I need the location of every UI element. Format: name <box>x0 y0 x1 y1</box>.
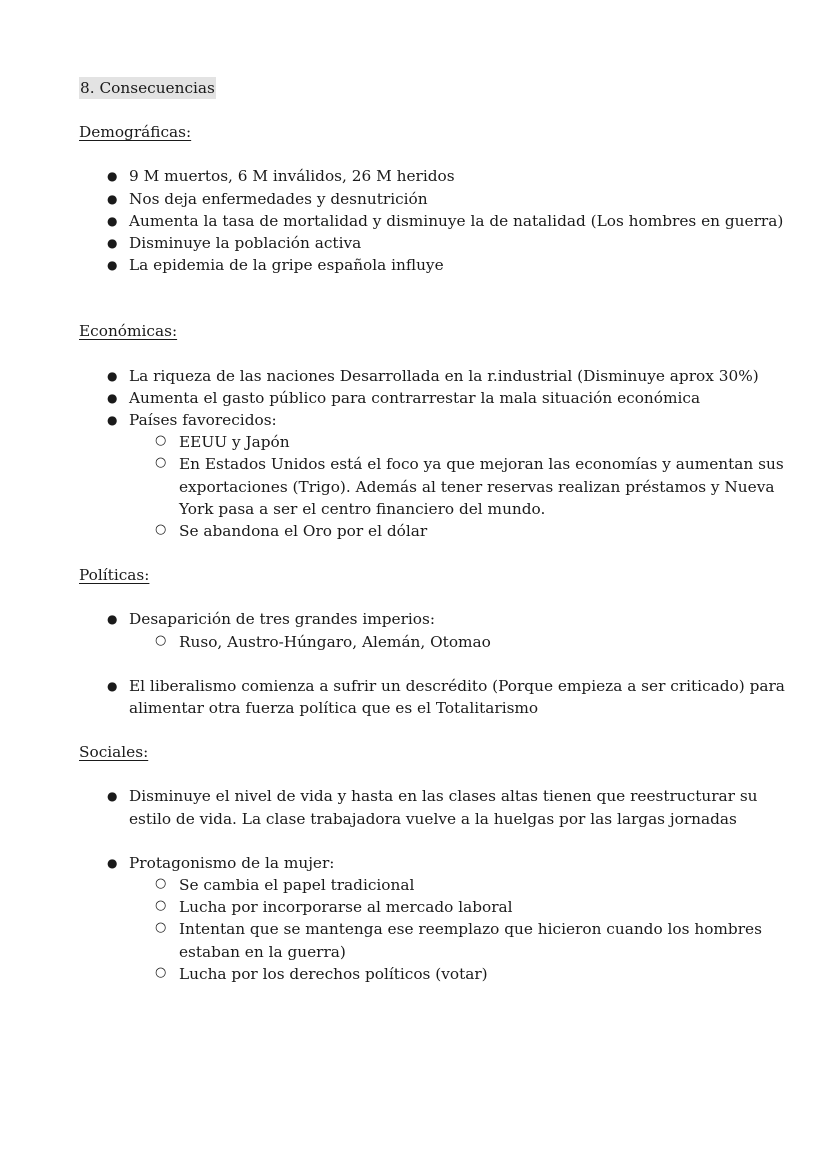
sub-list-item-text: Se cambia el papel tradicional <box>179 876 415 895</box>
bullet-icon: ● <box>107 368 118 383</box>
list-politicas-2 <box>79 675 788 719</box>
list-item-text: Desaparición de tres grandes imperios: <box>129 610 436 629</box>
list-item <box>107 188 788 210</box>
bullet-icon: ● <box>107 612 118 627</box>
list-economicas <box>79 365 788 543</box>
list-item <box>107 409 788 542</box>
list-item-text: 9 M muertos, 6 M inválidos, 26 M heridos <box>129 167 455 186</box>
list-item-text: Nos deja enfermedades y desnutrición <box>129 189 428 208</box>
list-item <box>107 254 788 276</box>
sub-list-item <box>155 431 788 453</box>
hollow-bullet-icon: ○ <box>155 898 167 914</box>
list-sociales-2 <box>79 852 788 985</box>
hollow-bullet-icon: ○ <box>155 920 167 936</box>
list-item <box>107 608 788 652</box>
spacer <box>79 830 788 852</box>
list-politicas <box>79 608 788 652</box>
list-sociales <box>79 785 788 829</box>
hollow-bullet-icon: ○ <box>155 455 167 471</box>
sub-list-item-text: Intentan que se mantenga ese reemplazo que hicieron cuando los hombres estaban en la guerra) <box>179 920 762 961</box>
sub-list-item <box>155 918 788 962</box>
list-item-text: Protagonismo de la mujer: <box>129 853 335 872</box>
bullet-icon: ● <box>107 236 118 251</box>
bullet-icon: ● <box>107 789 118 804</box>
section-title-politicas: Políticas: <box>79 566 150 585</box>
bullet-icon: ● <box>107 258 118 273</box>
list-item-text: La riqueza de las naciones Desarrollada en la r.industrial (Disminuye aprox 30%) <box>129 366 759 385</box>
list-item-text: El liberalismo comienza a sufrir un descrédito (Porque empieza a ser criticado) para alimentar otra fuerza política que es el Totalitarismo <box>129 676 785 718</box>
bullet-icon: ● <box>107 413 118 428</box>
sub-list-item-text: Lucha por los derechos políticos (votar) <box>179 964 488 983</box>
list-item <box>107 785 788 829</box>
sub-list-item-text: Se abandona el Oro por el dólar <box>179 522 428 541</box>
sub-list-item-text: Lucha por incorporarse al mercado laboral <box>179 898 513 917</box>
bullet-icon: ● <box>107 390 118 405</box>
list-item-text: La epidemia de la gripe española influye <box>129 256 444 275</box>
list-item-text: Disminuye el nivel de vida y hasta en las clases altas tienen que reestructurar su estilo de vida. La clase trabajadora vuelve a la huelgas por las largas jornadas <box>129 787 758 828</box>
sub-list-item-text: EEUU y Japón <box>179 433 290 452</box>
page-heading: 8. Consecuencias <box>79 77 216 99</box>
list-item <box>107 365 788 387</box>
list-item <box>107 165 788 187</box>
sub-list-item <box>155 963 788 985</box>
hollow-bullet-icon: ○ <box>155 964 167 980</box>
bullet-icon: ● <box>107 191 118 206</box>
list-item-text: Aumenta el gasto público para contrarrestar la mala situación económica <box>129 388 701 407</box>
bullet-icon: ● <box>107 855 118 870</box>
sub-list-item <box>155 520 788 542</box>
sub-list-item <box>155 631 788 653</box>
bullet-icon: ● <box>107 213 118 228</box>
spacer <box>79 653 788 675</box>
list-item <box>107 387 788 409</box>
sublist-mujer <box>129 874 788 985</box>
sublist-paises-favorecidos <box>129 431 788 542</box>
sub-list-item <box>155 453 788 520</box>
hollow-bullet-icon: ○ <box>155 632 167 648</box>
sublist-imperios <box>129 631 788 653</box>
list-demograficas <box>79 165 788 276</box>
bullet-icon: ● <box>107 678 118 693</box>
list-item-text: Aumenta la tasa de mortalidad y disminuye la de natalidad (Los hombres en guerra) <box>129 211 784 230</box>
sub-list-item-text: En Estados Unidos está el foco ya que mejoran las economías y aumentan sus exportaciones (Trigo). Además al tener reservas realizan préstamos y Nueva York pasa a ser el centro financiero del mundo. <box>179 455 784 518</box>
hollow-bullet-icon: ○ <box>155 433 167 449</box>
list-item <box>107 232 788 254</box>
list-item <box>107 675 788 719</box>
sub-list-item-text: Ruso, Austro-Húngaro, Alemán, Otomao <box>179 632 491 651</box>
section-title-demograficas: Demográficas: <box>79 123 192 142</box>
section-title-economicas: Económicas: <box>79 322 178 341</box>
sub-list-item <box>155 896 788 918</box>
spacer <box>79 542 788 564</box>
sub-list-item <box>155 874 788 896</box>
list-item-text: Países favorecidos: <box>129 411 277 430</box>
hollow-bullet-icon: ○ <box>155 876 167 892</box>
bullet-icon: ● <box>107 169 118 184</box>
spacer <box>79 276 788 320</box>
list-item <box>107 852 788 985</box>
list-item <box>107 210 788 232</box>
hollow-bullet-icon: ○ <box>155 522 167 538</box>
spacer <box>79 719 788 741</box>
list-item-text: Disminuye la población activa <box>129 234 362 253</box>
section-title-sociales: Sociales: <box>79 743 149 762</box>
